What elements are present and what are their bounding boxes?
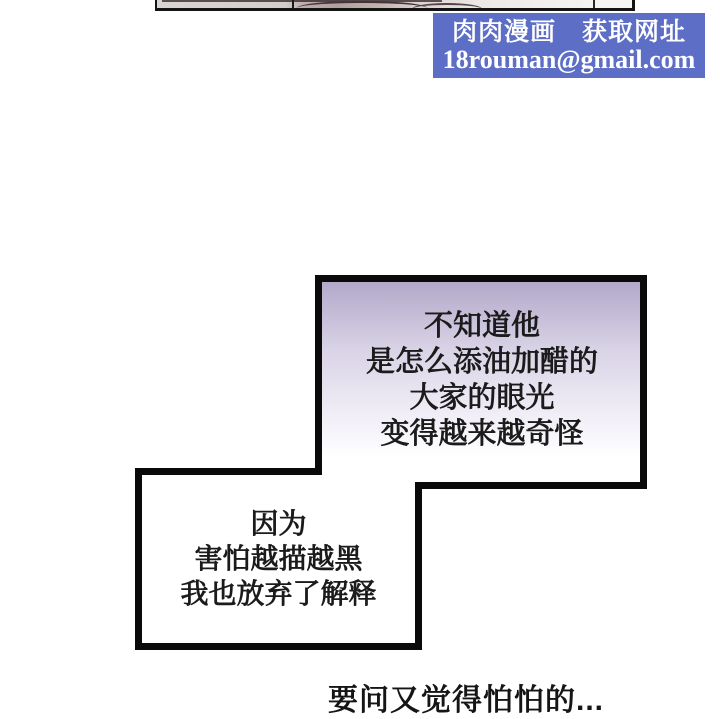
bubble-line: 大家的眼光 bbox=[409, 382, 555, 414]
bubble-line: 变得越来越奇怪 bbox=[380, 418, 584, 450]
speech-bubble-bottom-text bbox=[142, 506, 415, 611]
bubble-line: 害怕越描越黑 bbox=[194, 543, 363, 574]
watermark-email: 18rouman@gmail.com bbox=[442, 44, 696, 74]
bubble-line: 因为 bbox=[250, 508, 307, 539]
bottom-caption: 要问又觉得怕怕的... bbox=[328, 684, 605, 717]
speech-bubble-top-text bbox=[322, 308, 642, 452]
watermark-site-name: 肉肉漫画 获取网址 bbox=[451, 17, 686, 46]
bubble-line: 我也放弃了解释 bbox=[180, 578, 377, 609]
bubble-line: 是怎么添油加醋的 bbox=[365, 346, 598, 378]
bubble-line: 不知道他 bbox=[423, 310, 540, 342]
